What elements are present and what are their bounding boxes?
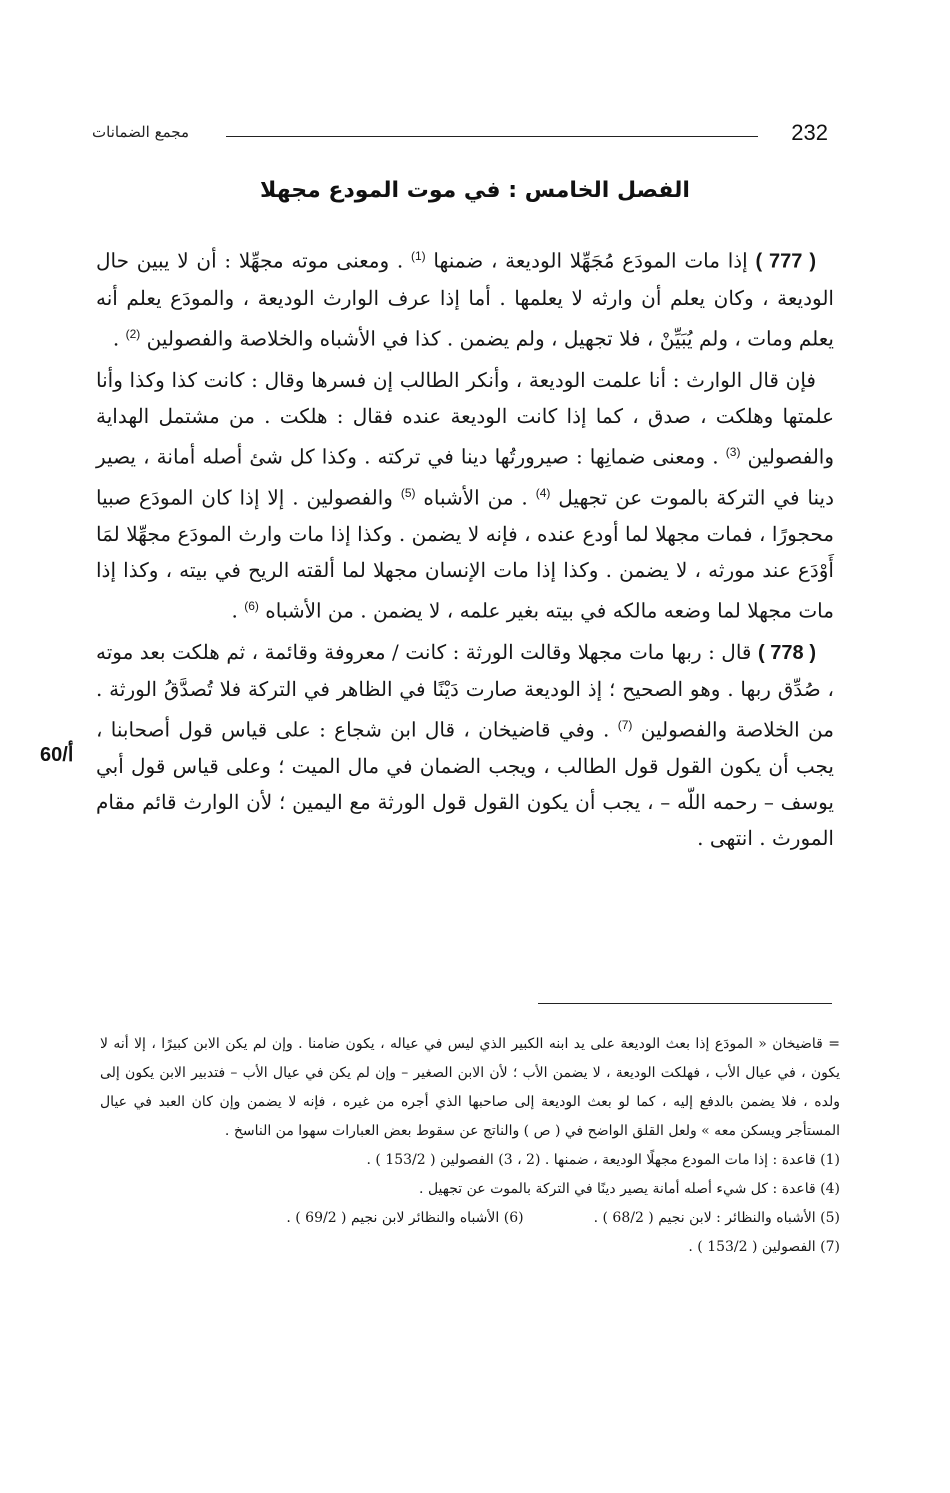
manuscript-folio-note: 60/أ bbox=[40, 744, 74, 766]
footnote-ref: (6) bbox=[244, 598, 259, 613]
footnote-ref: (5) bbox=[400, 485, 416, 500]
entry-number: ( 778 ) bbox=[757, 642, 817, 665]
footnotes bbox=[100, 1030, 840, 1262]
footnote-ref: (2) bbox=[125, 326, 141, 341]
paragraph-777 bbox=[96, 238, 834, 356]
footnote-ref: (4) bbox=[535, 485, 551, 500]
entry-number: ( 777 ) bbox=[755, 250, 817, 273]
header-rule bbox=[226, 136, 758, 137]
footnote-1-3: (1) قاعدة : إذا مات المودع مجهلًا الوديعة ، ضمنها . (2 ، 3) الفصولين ( 153/2 ) . bbox=[366, 1152, 840, 1168]
text-span: والفصولين . إلا إذا كان المودَع صبيا محجورًا ، فمات مجهلا لما أودع عنده ، فإنه لا يضمن . وكذا إذا مات وارث المودَع مجهِّلا لمَا أَوْدَع عند مورثه ، لا يضمن . وكذا إذا مات الإنسان مجهلا لما ألقته الريح في بيته ، وكذا إذا مات مجهلا لما وضعه مالكه في بيته بغير علمه ، لا يضمن . من الأشباه bbox=[96, 485, 834, 623]
text-span: . bbox=[112, 326, 126, 351]
text-span: . من الأشباه bbox=[415, 485, 536, 510]
footnote-5-6 bbox=[100, 1204, 840, 1233]
text-span: . bbox=[231, 598, 245, 623]
footnote-continuation: = قاضيخان « المودَع إذا بعث الوديعة على يد ابنه الكبير الذي ليس في عياله ، يكون ضامنا . وإن لم يكن الابن كبيرًا ، إلا أنه لا يكون ، في عيال الأب ، فهلكت الوديعة ، لا يضمن الأب ؛ لأن الابن الصغير – وإن لم يكن في عيال الأب – فتدبير الابن يكون إلى ولده ، فلا يضمن بالدفع إليه ، كما لو بعث الوديعة إلى صاحبها الذي أجره من غيره ، فإنه لا يضمن وإن كان العبد في عيال المستأجر ويسكن معه » ولعل القلق الواضح في ( ص ) والناتج عن سقوط بعض العبارات سهوا من الناسخ . bbox=[100, 1036, 840, 1139]
page-number: 232 bbox=[791, 120, 828, 145]
footnote-ref: (1) bbox=[410, 249, 426, 263]
footnote-6: (6) الأشباه والنظائر لابن نجيم ( 69/2 ) . bbox=[286, 1210, 524, 1226]
footnote-4: (4) قاعدة : كل شيء أصله أمانة يصير دينًا في التركة بالموت عن تجهيل . bbox=[419, 1181, 840, 1197]
paragraph-heir-claim bbox=[96, 362, 834, 628]
text-span: قال : ربها مات مجهلا وقالت الورثة : كانت / معروفة وقائمة ، ثم هلكت بعد موته ، صُدِّق ربها . وهو الصحيح ؛ إذ الوديعة صارت دَيْنًا في الظاهر في التركة فلا تُصدَّقُ الورثة . من الخلاصة والفصولين bbox=[96, 640, 834, 742]
chapter-title: الفصل الخامس : في موت المودع مجهلا bbox=[260, 178, 690, 203]
footnote-5: (5) الأشباه والنظائر : لابن نجيم ( 68/2 ) . bbox=[593, 1210, 840, 1226]
text-span: فإن قال الوارث : أنا علمت الوديعة ، وأنكر الطالب إن فسرها وقال : كانت كذا وكذا وأنا علمتها وهلكت ، صدق ، كما إذا كانت الوديعة عنده فقال : هلكت . من مشتمل الهداية والفصولين bbox=[96, 368, 835, 469]
text-span: إذا مات المودَع مُجَهِّلا الوديعة ، ضمنها bbox=[425, 248, 756, 273]
main-text bbox=[96, 238, 834, 862]
text-span: . وفي قاضيخان ، قال ابن شجاع : على قياس قول أصحابنا ، يجب أن يكون القول قول الطالب ، ويجب الضمان في مال الميت ؛ وعلى قياس قول أبي يوسف – رحمه اللّه – ، يجب أن يكون القول قول الورثة مع اليمين ؛ لأن الوارث قائم مقام المورث . انتهى . bbox=[96, 717, 835, 850]
book-title: مجمع الضمانات bbox=[92, 123, 189, 141]
paragraph-778 bbox=[96, 634, 834, 856]
footnote-ref: (3) bbox=[725, 445, 741, 460]
footnote-separator bbox=[538, 1003, 832, 1004]
running-header bbox=[92, 120, 828, 150]
text-span: . ومعنى موته مجهِّلا : أن لا يبين حال الوديعة ، وكان يعلم أن وارثه لا يعلمها . أما إذا عرف الوارث الوديعة ، والمودَع يعلم أنه يعلم ومات ، ولم يُبَيِّنْ ، فلا تجهيل ، ولم يضمن . كذا في الأشباه والخلاصة والفصولين bbox=[96, 248, 834, 351]
text-span: . ومعنى ضمانِها : صيرورتُها دينا في تركته . وكذا كل شئ أصله أمانة ، يصير دينا في التركة بالموت عن تجهيل bbox=[96, 444, 834, 510]
footnote-7: (7) الفصولين ( 153/2 ) . bbox=[688, 1239, 840, 1255]
footnote-ref: (7) bbox=[617, 718, 633, 733]
